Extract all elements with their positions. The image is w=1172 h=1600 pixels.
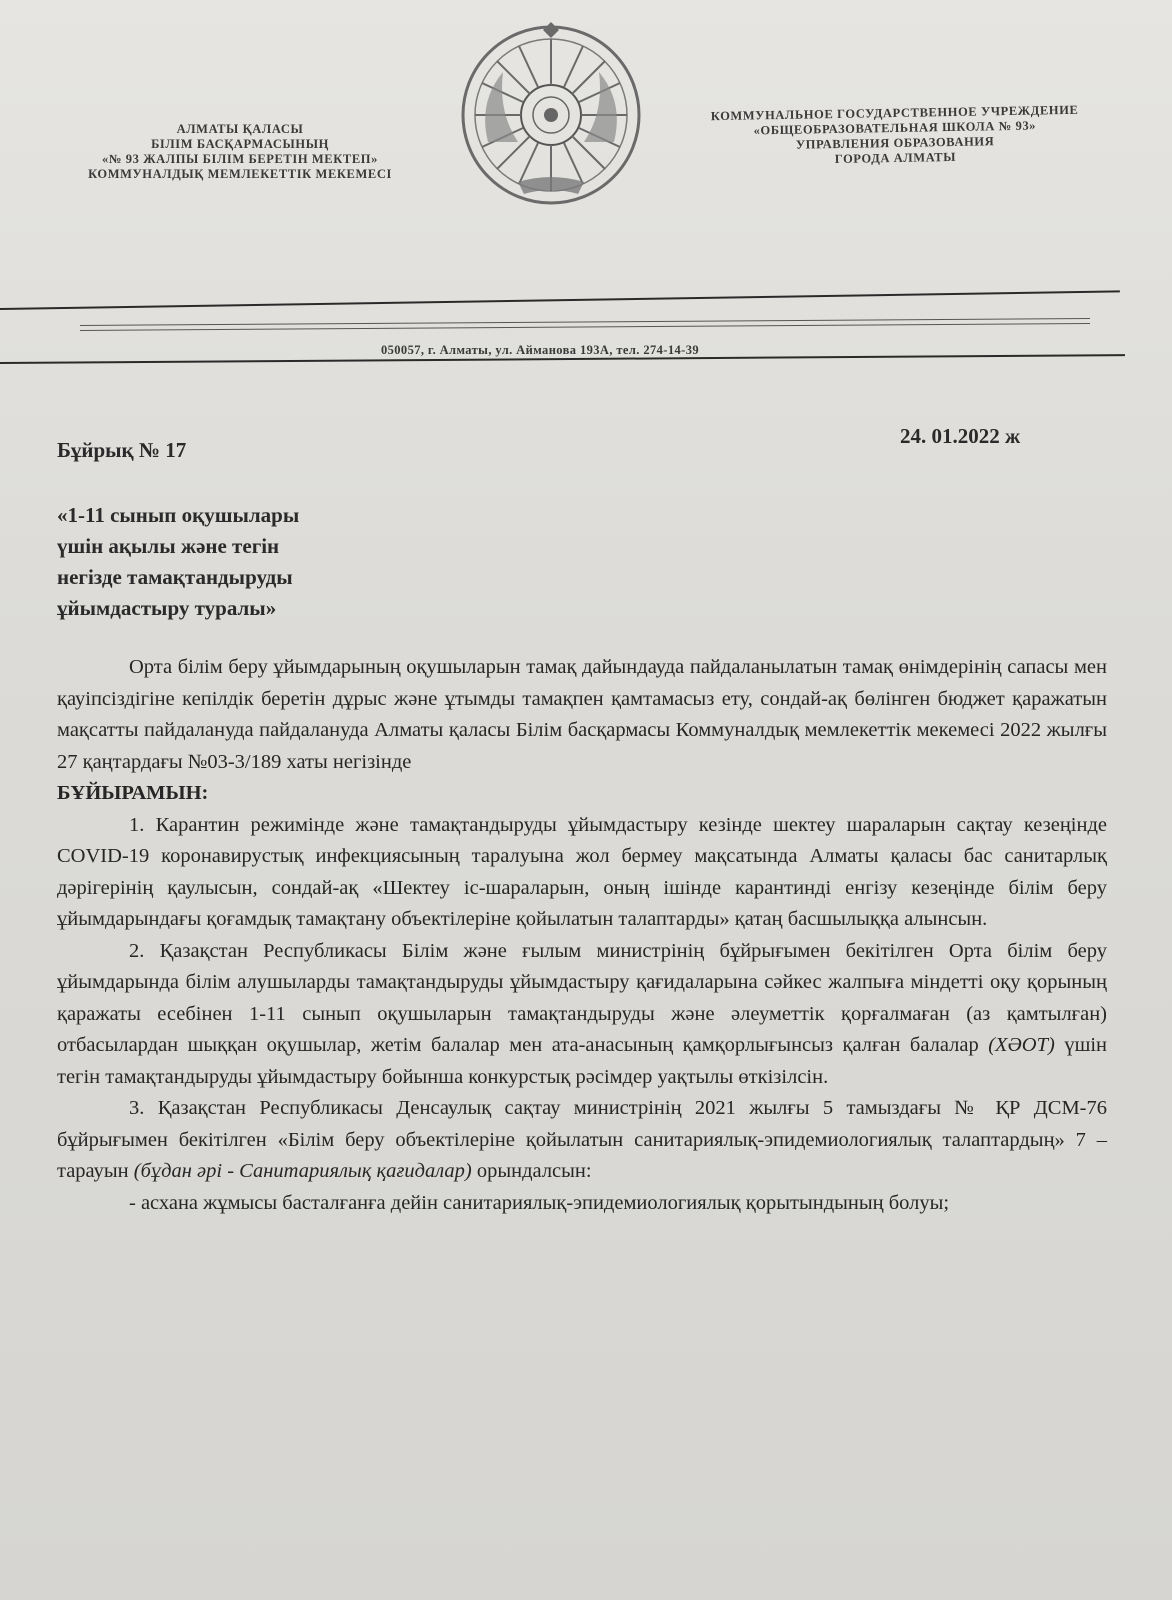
paragraph-2-abbreviation: (ХӘОТ) xyxy=(988,1034,1055,1056)
order-title-line: негізде тамақтандыруды xyxy=(57,565,293,589)
order-title-line: «1-11 сынып оқушылары xyxy=(57,503,300,527)
order-title-line: үшін ақылы және тегін xyxy=(57,534,280,558)
paragraph-3-note: (бұдан әрі - Санитариялық қағидалар) xyxy=(133,1160,472,1182)
order-word: БҰЙЫРАМЫН: xyxy=(57,782,209,804)
order-date: 24. 01.2022 ж xyxy=(900,424,1021,448)
header-left-line: КОММУНАЛДЫҚ МЕМЛЕКЕТТІК МЕКЕМЕСІ xyxy=(88,167,392,181)
header-left-line: «№ 93 ЖАЛПЫ БІЛІМ БЕРЕТІН МЕКТЕП» xyxy=(102,152,378,166)
letterhead-rule-double xyxy=(80,318,1090,331)
order-number: Бұйрық № 17 xyxy=(57,438,187,462)
header-right-line: ГОРОДА АЛМАТЫ xyxy=(834,149,957,167)
header-right-line: «ОБЩЕОБРАЗОВАТЕЛЬНАЯ ШКОЛА № 93» xyxy=(753,118,1037,138)
paragraph-3-text-end: орындалсын: xyxy=(476,1160,592,1182)
header-left-line: АЛМАТЫ ҚАЛАСЫ xyxy=(176,122,304,136)
paragraph-1: 1. Карантин режимінде және тамақтандыруды ұйымдастыру кезінде шектеу шараларын сақтау кезеңінде COVID-19 коронавирустық инфекциясының таралуына жол бермеу мақсатында Алматы қаласы бас санитарлық дәрігерінің қаулысын, сондай-ақ «Шектеу іс-шараларын, оның ішінде карантинді енгізу кезеңінде білім беру ұйымдарындағы қоғамдық тамақтану объектілеріне қойылатын талаптарды» қатаң басшылыққа алынсын. xyxy=(57,813,1107,930)
header-kazakh xyxy=(40,122,440,182)
paragraph-2-text: 2. Қазақстан Республикасы Білім және ғылым министрінің бұйрығымен бекітілген Орта білім беру ұйымдарында білім алушыларды тамақтандыруды ұйымдастыру қағидаларына сәйкес жалпыға міндетті оқу қорының қаражаты есебінен 1-11 сынып оқушыларын тамақтандыруды және әлеуметтік қорғалмаған (аз қамтылған) отбасылардан шыққан оқушылар, жетім балалар мен ата-анасының қамқорлығынсыз қалған балалар xyxy=(57,939,1107,1056)
order-body xyxy=(57,652,1107,1219)
header-right-line: УПРАВЛЕНИЯ ОБРАЗОВАНИЯ xyxy=(795,134,995,152)
header-russian xyxy=(660,102,1131,170)
paragraph-2 xyxy=(57,936,1107,1094)
letterhead-rule-top xyxy=(0,290,1120,310)
paragraph-3 xyxy=(57,1093,1107,1188)
order-title-line: ұйымдастыру туралы» xyxy=(57,596,277,620)
header-right-line: КОММУНАЛЬНОЕ ГОСУДАРСТВЕННОЕ УЧРЕЖДЕНИЕ xyxy=(710,102,1079,124)
paragraph-2-text-end: үшін тегін тамақтандыруды ұйымдастыру бойынша конкурстық рәсімдер уақтылы өткізілсін. xyxy=(57,1034,1108,1088)
header-left-line: БІЛІМ БАСҚАРМАСЫНЫҢ xyxy=(151,137,329,151)
bullet-item: - асхана жұмысы басталғанға дейін санитариялық-эпидемиологиялық қорытындының болуы; xyxy=(129,1191,950,1214)
order-title xyxy=(57,500,417,624)
letterhead-address: 050057, г. Алматы, ул. Айманова 193А, тел. 274-14-39 xyxy=(380,343,700,357)
paragraph-3-text: 3. Қазақстан Республикасы Денсаулық сақтау министрінің 2021 жылғы 5 тамыздағы № ҚР ДСМ-76 бұйрығымен бекітілген «Білім беру объектілеріне қойылатын санитариялық-эпидемиологиялық талаптардың» 7 – тарауын xyxy=(57,1097,1107,1182)
state-emblem-icon xyxy=(458,22,644,208)
intro-paragraph: Орта білім беру ұйымдарының оқушыларын тамақ дайындауда пайдаланылатын тамақ өнімдерінің сапасы мен қауіпсіздігіне кепілдік беретін дұрыс және ұтымды тамақпен қамтамасыз ету, сондай-ақ бөлінген бюджет қаражатын мақсатты пайдалануда пайдалануда Алматы қаласы Білім басқармасы Коммуналдық мемлекеттік мекемесі 2022 жылғы 27 қаңтардағы №03-3/189 хаты негізінде xyxy=(57,656,1107,773)
